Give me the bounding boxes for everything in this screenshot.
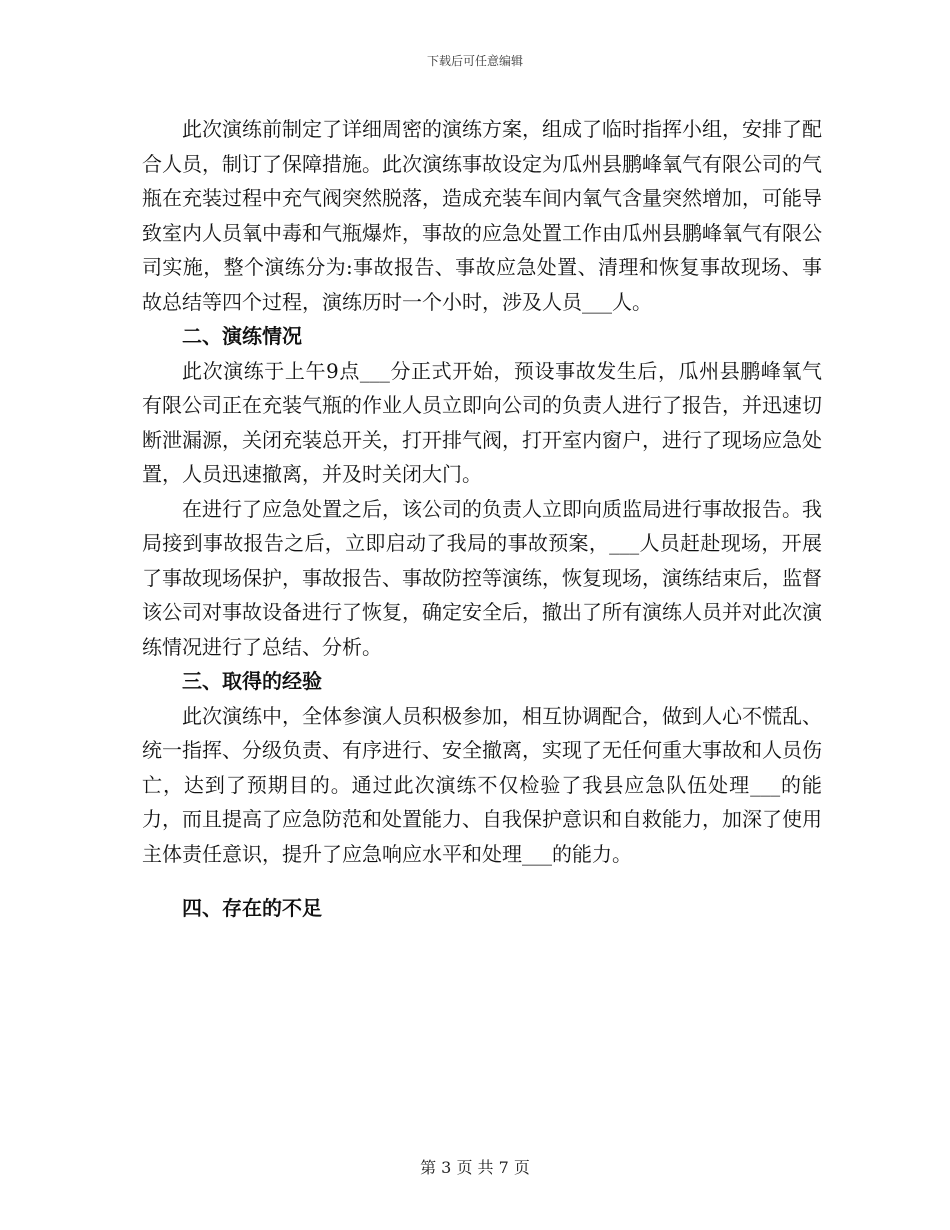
section-heading-drill-situation: 二、演练情况 — [182, 324, 302, 348]
paragraph-experience: 此次演练中，全体参演人员积极参加，相互协调配合，做到人心不慌乱、统一指挥、分级负责、有序进行、安全撤离，实现了无任何重大事故和人员伤亡，达到了预期目的。通过此次演练不仅检验了我县应急队伍处理___的能力，而且提高了应急防范和处置能力、自我保护意识和自救能力，加深了使用主体责任意识，提升了应急响应水平和处理___的能力。 — [142, 703, 822, 866]
section-heading-experience: 三、取得的经验 — [182, 669, 322, 693]
paragraph-incident-report: 在进行了应急处置之后，该公司的负责人立即向质监局进行事故报告。我局接到事故报告之后，立即启动了我局的事故预案，___人员赶赴现场，开展了事故现场保护，事故报告、事故防控等演练，恢复现场，演练结束后，监督该公司对事故设备进行了恢复，确定安全后，撤出了所有演练人员并对此次演练情况进行了总结、分析。 — [142, 496, 822, 659]
document-body — [142, 112, 822, 926]
paragraph-drill-plan: 此次演练前制定了详细周密的演练方案，组成了临时指挥小组，安排了配合人员，制订了保障措施。此次演练事故设定为瓜州县鹏峰氧气有限公司的气瓶在充装过程中充气阀突然脱落，造成充装车间内氧气含量突然增加，可能导致室内人员氧中毒和气瓶爆炸，事故的应急处置工作由瓜州县鹏峰氧气有限公司实施，整个演练分为:事故报告、事故应急处置、清理和恢复事故现场、事故总结等四个过程，演练历时一个小时，涉及人员___人。 — [142, 117, 822, 314]
page-number: 第 3 页 共 7 页 — [420, 1158, 530, 1177]
page-header-note: 下载后可任意编辑 — [426, 54, 523, 68]
section-heading-shortcomings: 四、存在的不足 — [182, 896, 322, 920]
paragraph-drill-start: 此次演练于上午9点___分正式开始，预设事故发生后，瓜州县鹏峰氧气有限公司正在充装气瓶的作业人员立即向公司的负责人进行了报告，并迅速切断泄漏源，关闭充装总开关，打开排气阀，打开室内窗户，进行了现场应急处置，人员迅速撤离，并及时关闭大门。 — [142, 358, 822, 486]
